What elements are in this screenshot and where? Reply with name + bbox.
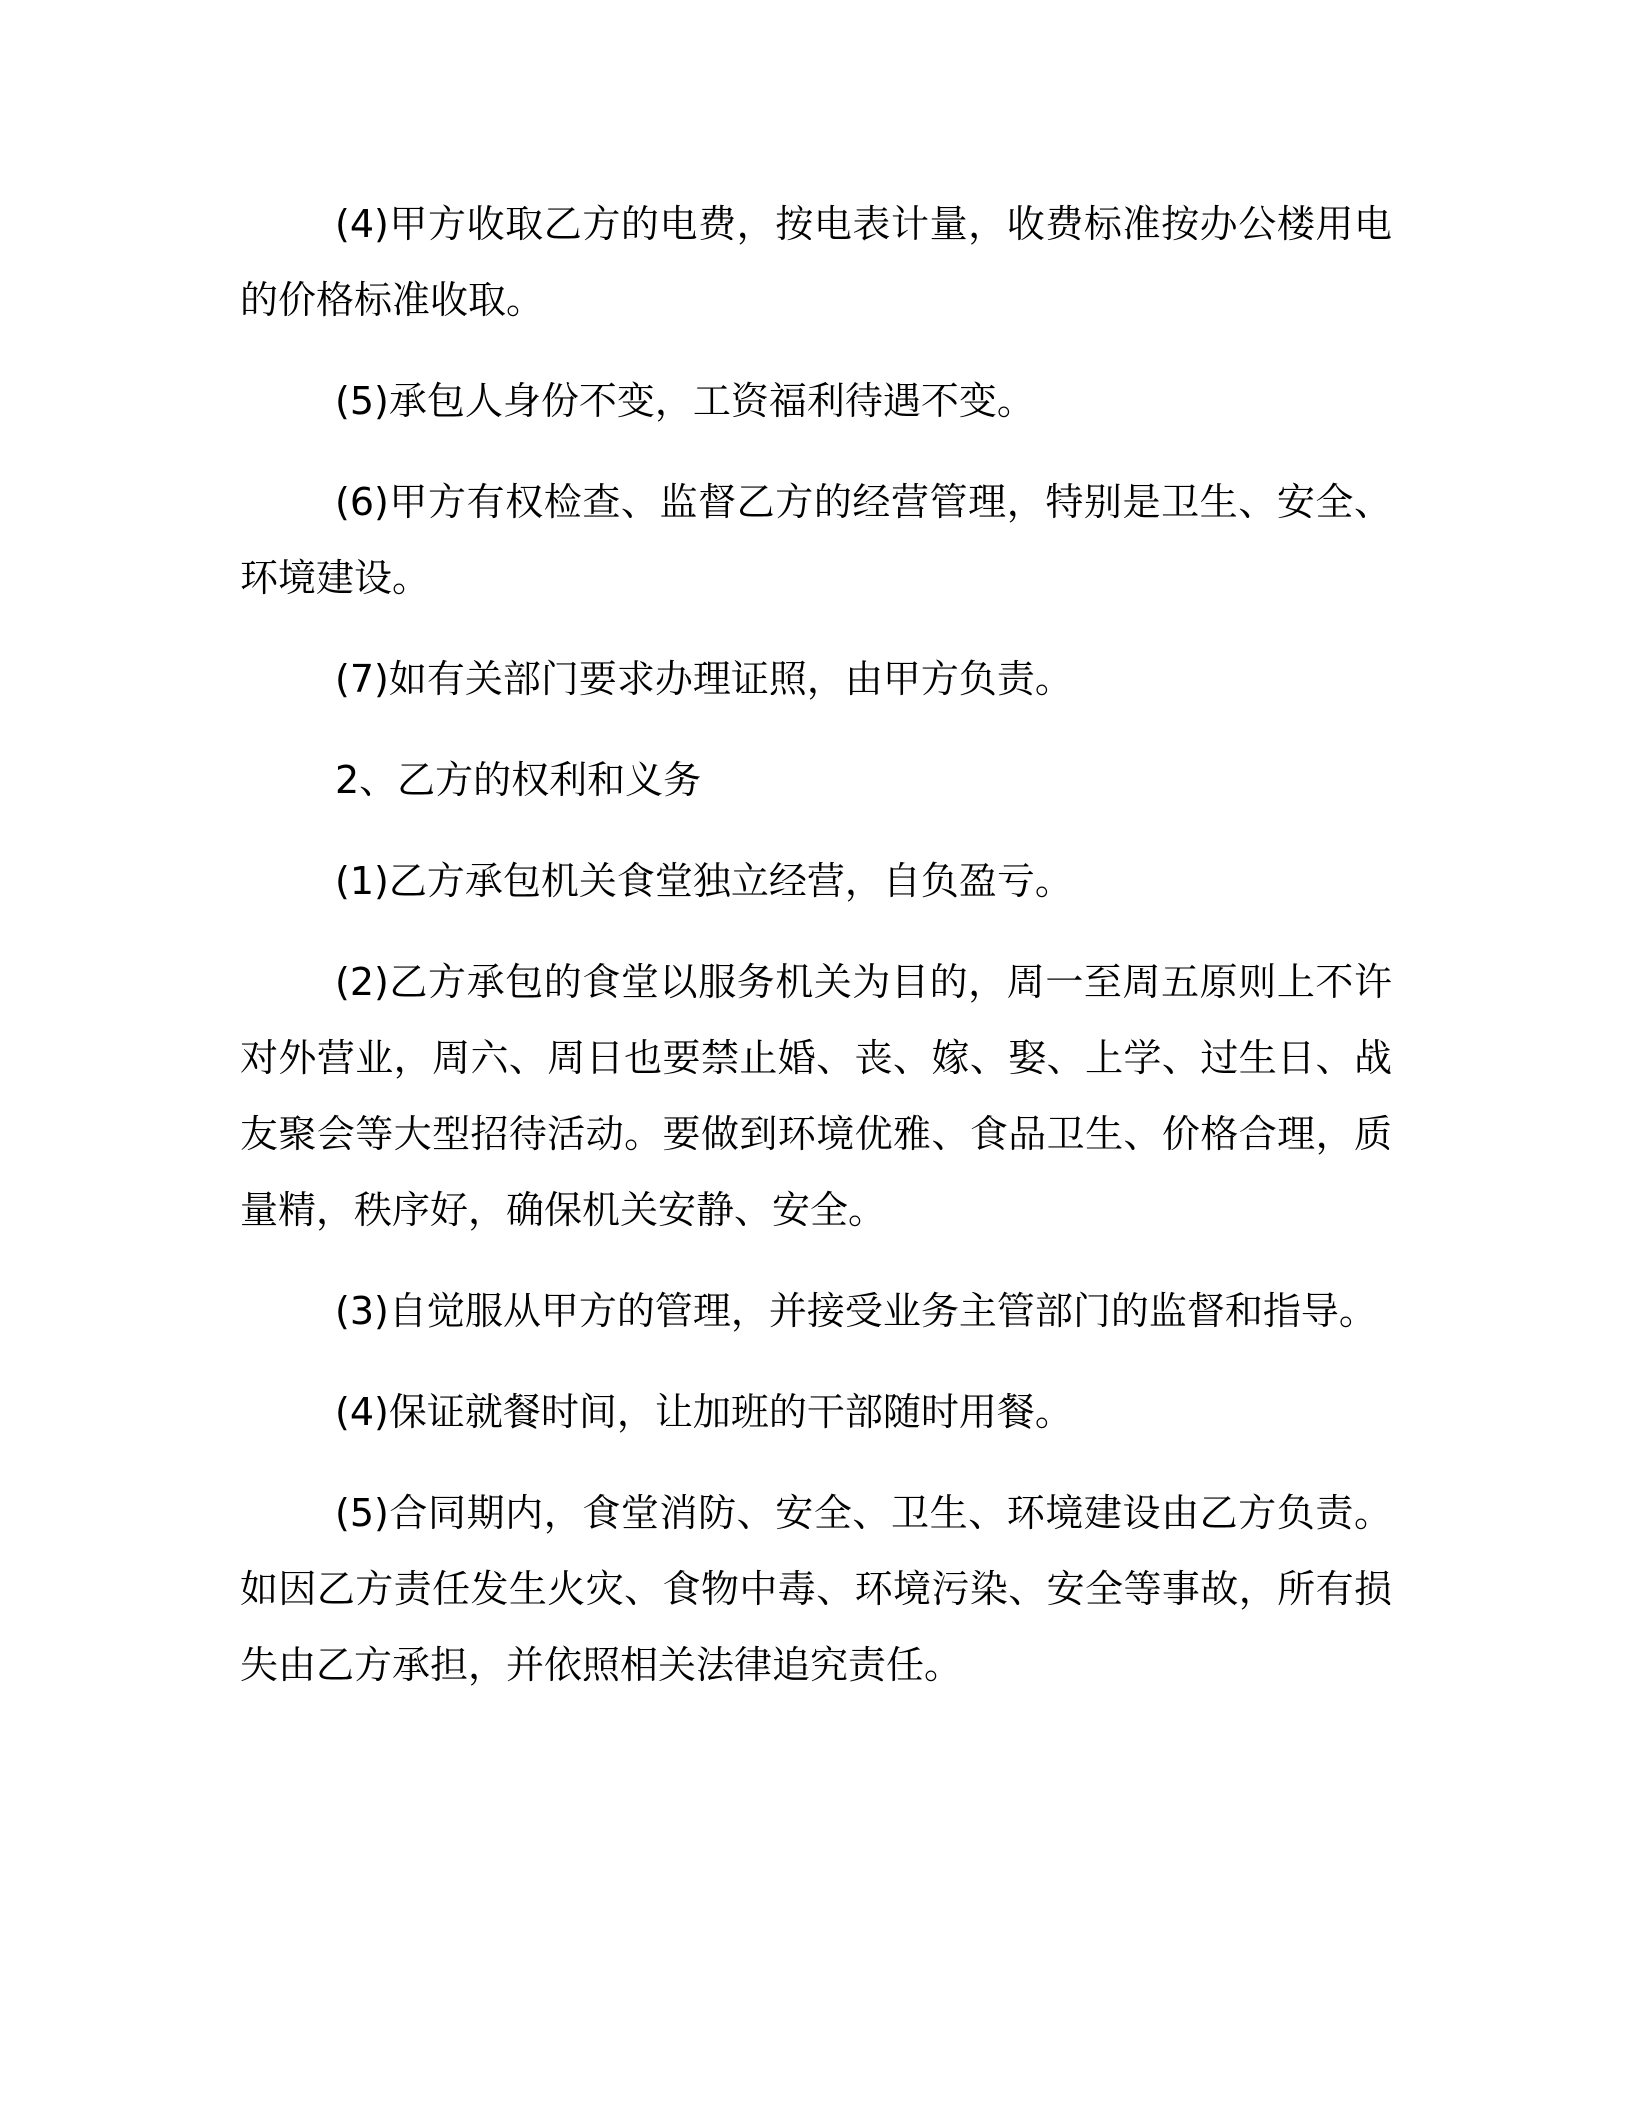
paragraph-safety-responsibility: (5)合同期内，食堂消防、安全、卫生、环境建设由乙方负责。如因乙方责任发生火灾、食物中毒、环境污染、安全等事故，所有损失由乙方承担，并依照相关法律追究责任。 [240, 1491, 1392, 1687]
paragraph-party-a-inspection-rights: (6)甲方有权检查、监督乙方的经营管理，特别是卫生、安全、环境建设。 [240, 480, 1392, 600]
paragraph-service-purpose: (2)乙方承包的食堂以服务机关为目的，周一至周五原则上不许对外营业，周六、周日也要禁止婚、丧、嫁、娶、上学、过生日、战友聚会等大型招待活动。要做到环境优雅、食品卫生、价格合理，质量精，秩序好，确保机关安静、安全。 [240, 960, 1392, 1232]
paragraph-management-compliance: (3)自觉服从甲方的管理，并接受业务主管部门的监督和指导。 [335, 1289, 1377, 1333]
paragraph-independent-operation: (1)乙方承包机关食堂独立经营，自负盈亏。 [335, 859, 1073, 903]
section-heading-party-b-rights: 2、乙方的权利和义务 [335, 758, 702, 802]
paragraph-license-processing: (7)如有关部门要求办理证照，由甲方负责。 [335, 657, 1073, 701]
paragraph-contractor-status: (5)承包人身份不变，工资福利待遇不变。 [335, 379, 1035, 423]
document-body [240, 186, 1392, 1728]
paragraph-party-a-electricity-fee: (4)甲方收取乙方的电费，按电表计量，收费标准按办公楼用电的价格标准收取。 [240, 202, 1392, 322]
paragraph-meal-time-guarantee: (4)保证就餐时间，让加班的干部随时用餐。 [335, 1390, 1073, 1434]
